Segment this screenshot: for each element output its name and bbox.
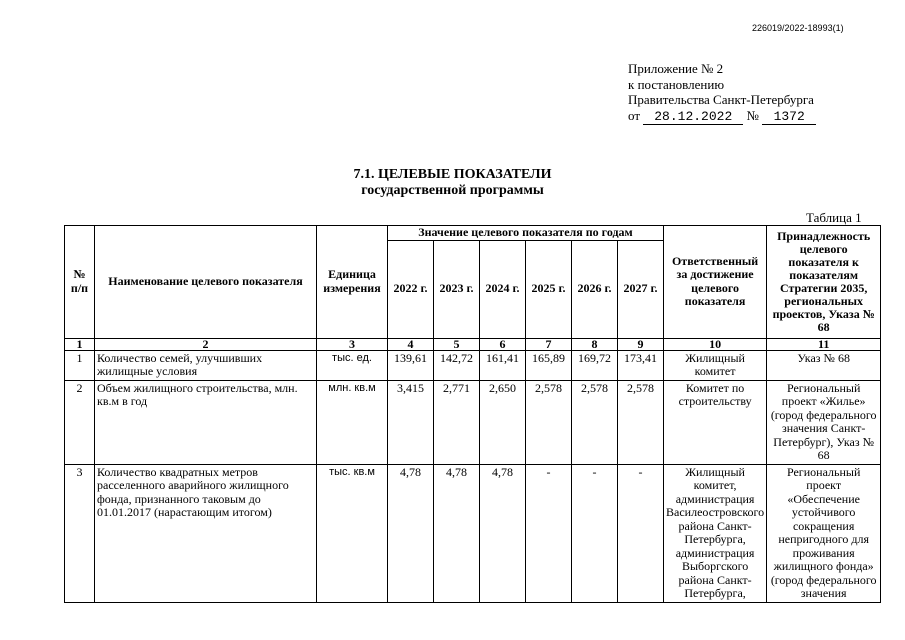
row-belonging: Указ № 68 [767, 350, 881, 380]
header-year: 2026 г. [572, 240, 618, 338]
header-num: № п/п [65, 226, 95, 339]
header-unit: Единица измерения [317, 226, 388, 339]
column-number: 5 [434, 338, 480, 350]
table-row [65, 464, 881, 602]
row-value: 161,41 [480, 350, 526, 380]
row-unit: тыс. кв.м [317, 464, 388, 602]
resolution-date: 28.12.2022 [643, 109, 743, 126]
row-belonging: Региональный проект «Обеспечение устойчивого сокращения непригодного для проживания жилищного фонда» (город федерального значения [767, 464, 881, 602]
row-value: - [618, 464, 664, 602]
row-value: 2,578 [572, 380, 618, 464]
column-number-row [65, 338, 881, 350]
row-responsible: Жилищный комитет [664, 350, 767, 380]
title-line-2: государственной программы [361, 183, 544, 198]
column-number: 2 [95, 338, 317, 350]
row-num: 1 [65, 350, 95, 380]
row-value: 2,771 [434, 380, 480, 464]
row-value: 2,578 [618, 380, 664, 464]
section-title [0, 167, 905, 199]
row-num: 2 [65, 380, 95, 464]
row-belonging: Региональный проект «Жилье» (город федерального значения Санкт-Петербург), Указ № 68 [767, 380, 881, 464]
document-number: 226019/2022-18993(1) [752, 23, 844, 33]
resolution-number: 1372 [762, 109, 816, 126]
row-value: 4,78 [388, 464, 434, 602]
appendix-line-3: Правительства Санкт-Петербурга [628, 92, 814, 107]
row-num: 3 [65, 464, 95, 602]
row-unit: млн. кв.м [317, 380, 388, 464]
row-responsible: Комитет по строительству [664, 380, 767, 464]
table-label: Таблица 1 [806, 210, 862, 225]
appendix-line-2: к постановлению [628, 76, 725, 92]
row-value: 165,89 [526, 350, 572, 380]
header-year: 2024 г. [480, 240, 526, 338]
table-row [65, 380, 881, 464]
row-value: 169,72 [572, 350, 618, 380]
indicators-table [64, 225, 881, 603]
row-value: 4,78 [434, 464, 480, 602]
table-row [65, 350, 881, 380]
row-value: - [572, 464, 618, 602]
header-name: Наименование целевого показателя [95, 226, 317, 339]
row-responsible: Жилищный комитет, администрация Василеостровского района Санкт-Петербурга, администрация Выборгского района Санкт-Петербурга, [664, 464, 767, 602]
row-value: 2,650 [480, 380, 526, 464]
header-years-group: Значение целевого показателя по годам [388, 226, 664, 241]
number-label: № [746, 107, 759, 123]
column-number: 9 [618, 338, 664, 350]
column-number: 4 [388, 338, 434, 350]
header-responsible: Ответственный за достижение целевого показателя [664, 226, 767, 339]
row-name: Количество семей, улучшивших жилищные условия [95, 350, 317, 380]
from-label: от [628, 107, 641, 123]
header-year: 2023 г. [434, 240, 480, 338]
title-line-1: 7.1. ЦЕЛЕВЫЕ ПОКАЗАТЕЛИ [353, 167, 552, 182]
appendix-line-1: Приложение № 2 [628, 61, 724, 76]
row-value: 173,41 [618, 350, 664, 380]
row-value: 3,415 [388, 380, 434, 464]
row-value: 2,578 [526, 380, 572, 464]
header-year: 2022 г. [388, 240, 434, 338]
row-value: 4,78 [480, 464, 526, 602]
row-value: - [526, 464, 572, 602]
header-belonging: Принадлежность целевого показателя к показателям Стратегии 2035, региональных проектов, Указа № 68 [767, 226, 881, 339]
column-number: 3 [317, 338, 388, 350]
header-year: 2025 г. [526, 240, 572, 338]
row-value: 139,61 [388, 350, 434, 380]
row-name: Количество квадратных метров расселенного аварийного жилищного фонда, признанного таковым до 01.01.2017 (нарастающим итогом) [95, 464, 317, 602]
column-number: 8 [572, 338, 618, 350]
appendix-block [628, 61, 816, 125]
column-number: 11 [767, 338, 881, 350]
row-unit: тыс. ед. [317, 350, 388, 380]
row-value: 142,72 [434, 350, 480, 380]
header-year: 2027 г. [618, 240, 664, 338]
column-number: 7 [526, 338, 572, 350]
column-number: 10 [664, 338, 767, 350]
column-number: 1 [65, 338, 95, 350]
column-number: 6 [480, 338, 526, 350]
appendix-date-line [628, 108, 816, 126]
row-name: Объем жилищного строительства, млн. кв.м в год [95, 380, 317, 464]
